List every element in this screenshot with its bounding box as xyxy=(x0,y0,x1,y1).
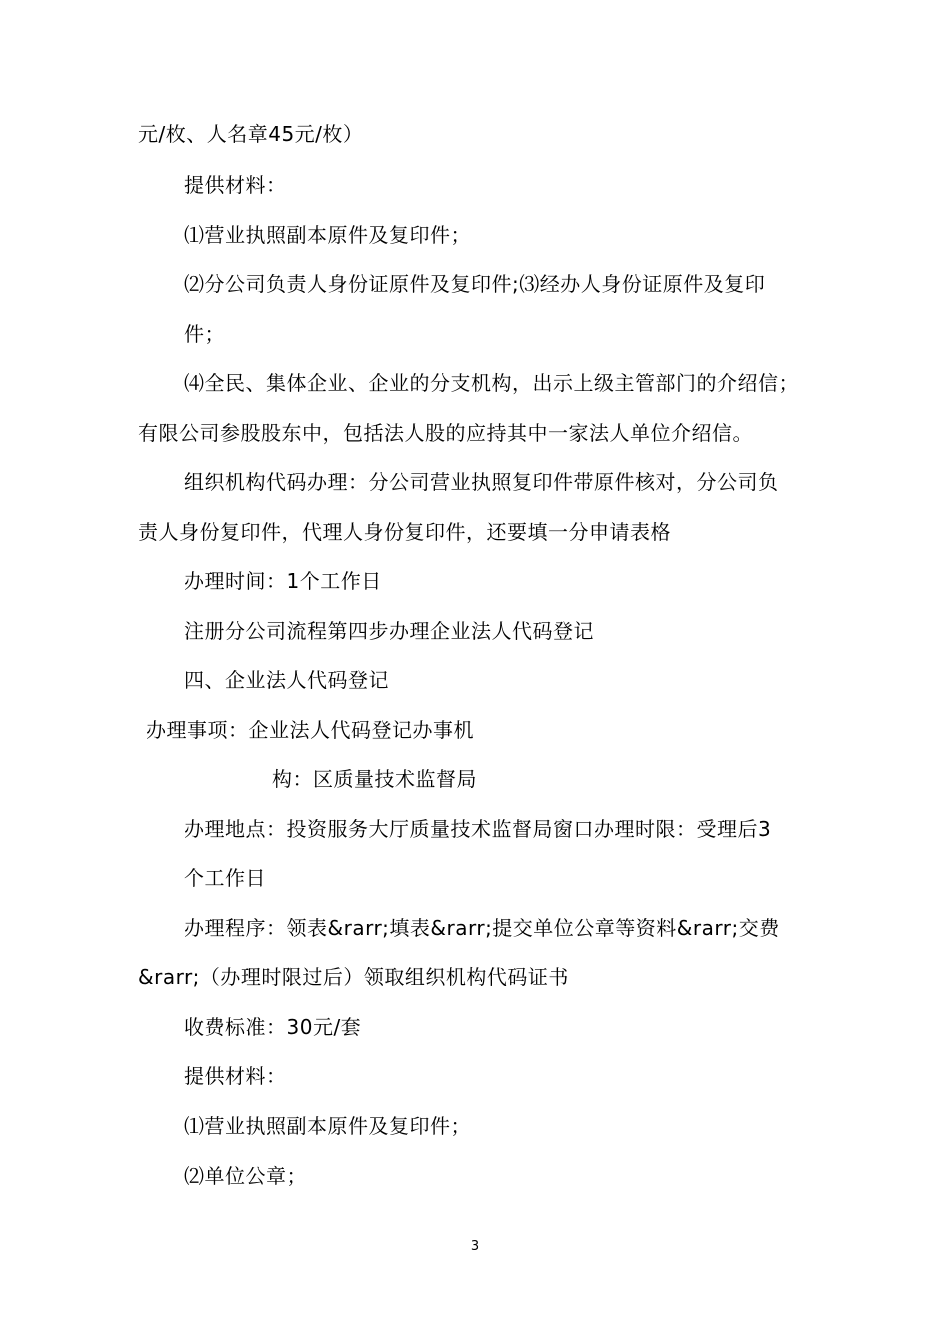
line-text: 四、企业法人代码登记 xyxy=(184,668,389,692)
text-line xyxy=(184,270,765,298)
line-text: ⑴营业执照副本原件及复印件； xyxy=(184,223,471,247)
text-line xyxy=(184,1062,287,1090)
section-heading xyxy=(184,666,389,694)
line-text: 注册分公司流程第四步办理企业法人代码登记 xyxy=(184,619,594,643)
text-line xyxy=(184,1112,471,1140)
text-line xyxy=(184,1013,361,1041)
text-line xyxy=(138,120,363,148)
text-line xyxy=(184,221,471,249)
line-text: 组织机构代码办理：分公司营业执照复印件带原件核对，分公司负 xyxy=(184,470,779,494)
line-text: 办理事项：企业法人代码登记办事机 xyxy=(146,718,474,742)
page-number: 3 xyxy=(470,1239,480,1254)
text-line xyxy=(146,716,474,744)
text-line xyxy=(184,1162,307,1190)
line-text: 个工作日 xyxy=(184,866,266,890)
text-line xyxy=(272,765,477,793)
text-line xyxy=(184,914,780,942)
text-line xyxy=(184,815,771,843)
line-text: 元/枚、人名章45元/枚） xyxy=(138,122,364,146)
text-line xyxy=(138,518,671,546)
line-text: ⑴营业执照副本原件及复印件； xyxy=(184,1114,471,1138)
line-text: 提供材料： xyxy=(184,173,287,197)
text-line xyxy=(184,468,779,496)
text-line xyxy=(184,369,799,397)
line-text: 构：区质量技术监督局 xyxy=(272,767,477,791)
text-line xyxy=(184,864,266,892)
line-text: 收费标准：30元/套 xyxy=(184,1015,362,1039)
line-text: 办理地点：投资服务大厅质量技术监督局窗口办理时限：受理后3 xyxy=(184,817,772,841)
text-line xyxy=(138,963,569,991)
line-text: 件； xyxy=(184,322,225,346)
line-text: 办理时间：1个工作日 xyxy=(184,569,382,593)
line-text: 提供材料： xyxy=(184,1064,287,1088)
line-text: ⑷全民、集体企业、企业的分支机构，出示上级主管部门的介绍信； xyxy=(184,371,799,395)
text-line xyxy=(184,617,594,645)
line-text: ⑵单位公章； xyxy=(184,1164,307,1188)
text-line xyxy=(138,419,753,447)
text-line xyxy=(184,171,287,199)
line-text: &rarr;（办理时限过后）领取组织机构代码证书 xyxy=(138,965,569,989)
text-line xyxy=(184,567,382,595)
line-text: 办理程序：领表&rarr;填表&rarr;提交单位公章等资料&rarr;交费 xyxy=(184,916,780,940)
text-line xyxy=(184,320,225,348)
line-text: 有限公司参股股东中，包括法人股的应持其中一家法人单位介绍信。 xyxy=(138,421,753,445)
line-text: ⑵分公司负责人身份证原件及复印件;⑶经办人身份证原件及复印 xyxy=(184,272,766,296)
line-text: 责人身份复印件，代理人身份复印件，还要填一分申请表格 xyxy=(138,520,671,544)
